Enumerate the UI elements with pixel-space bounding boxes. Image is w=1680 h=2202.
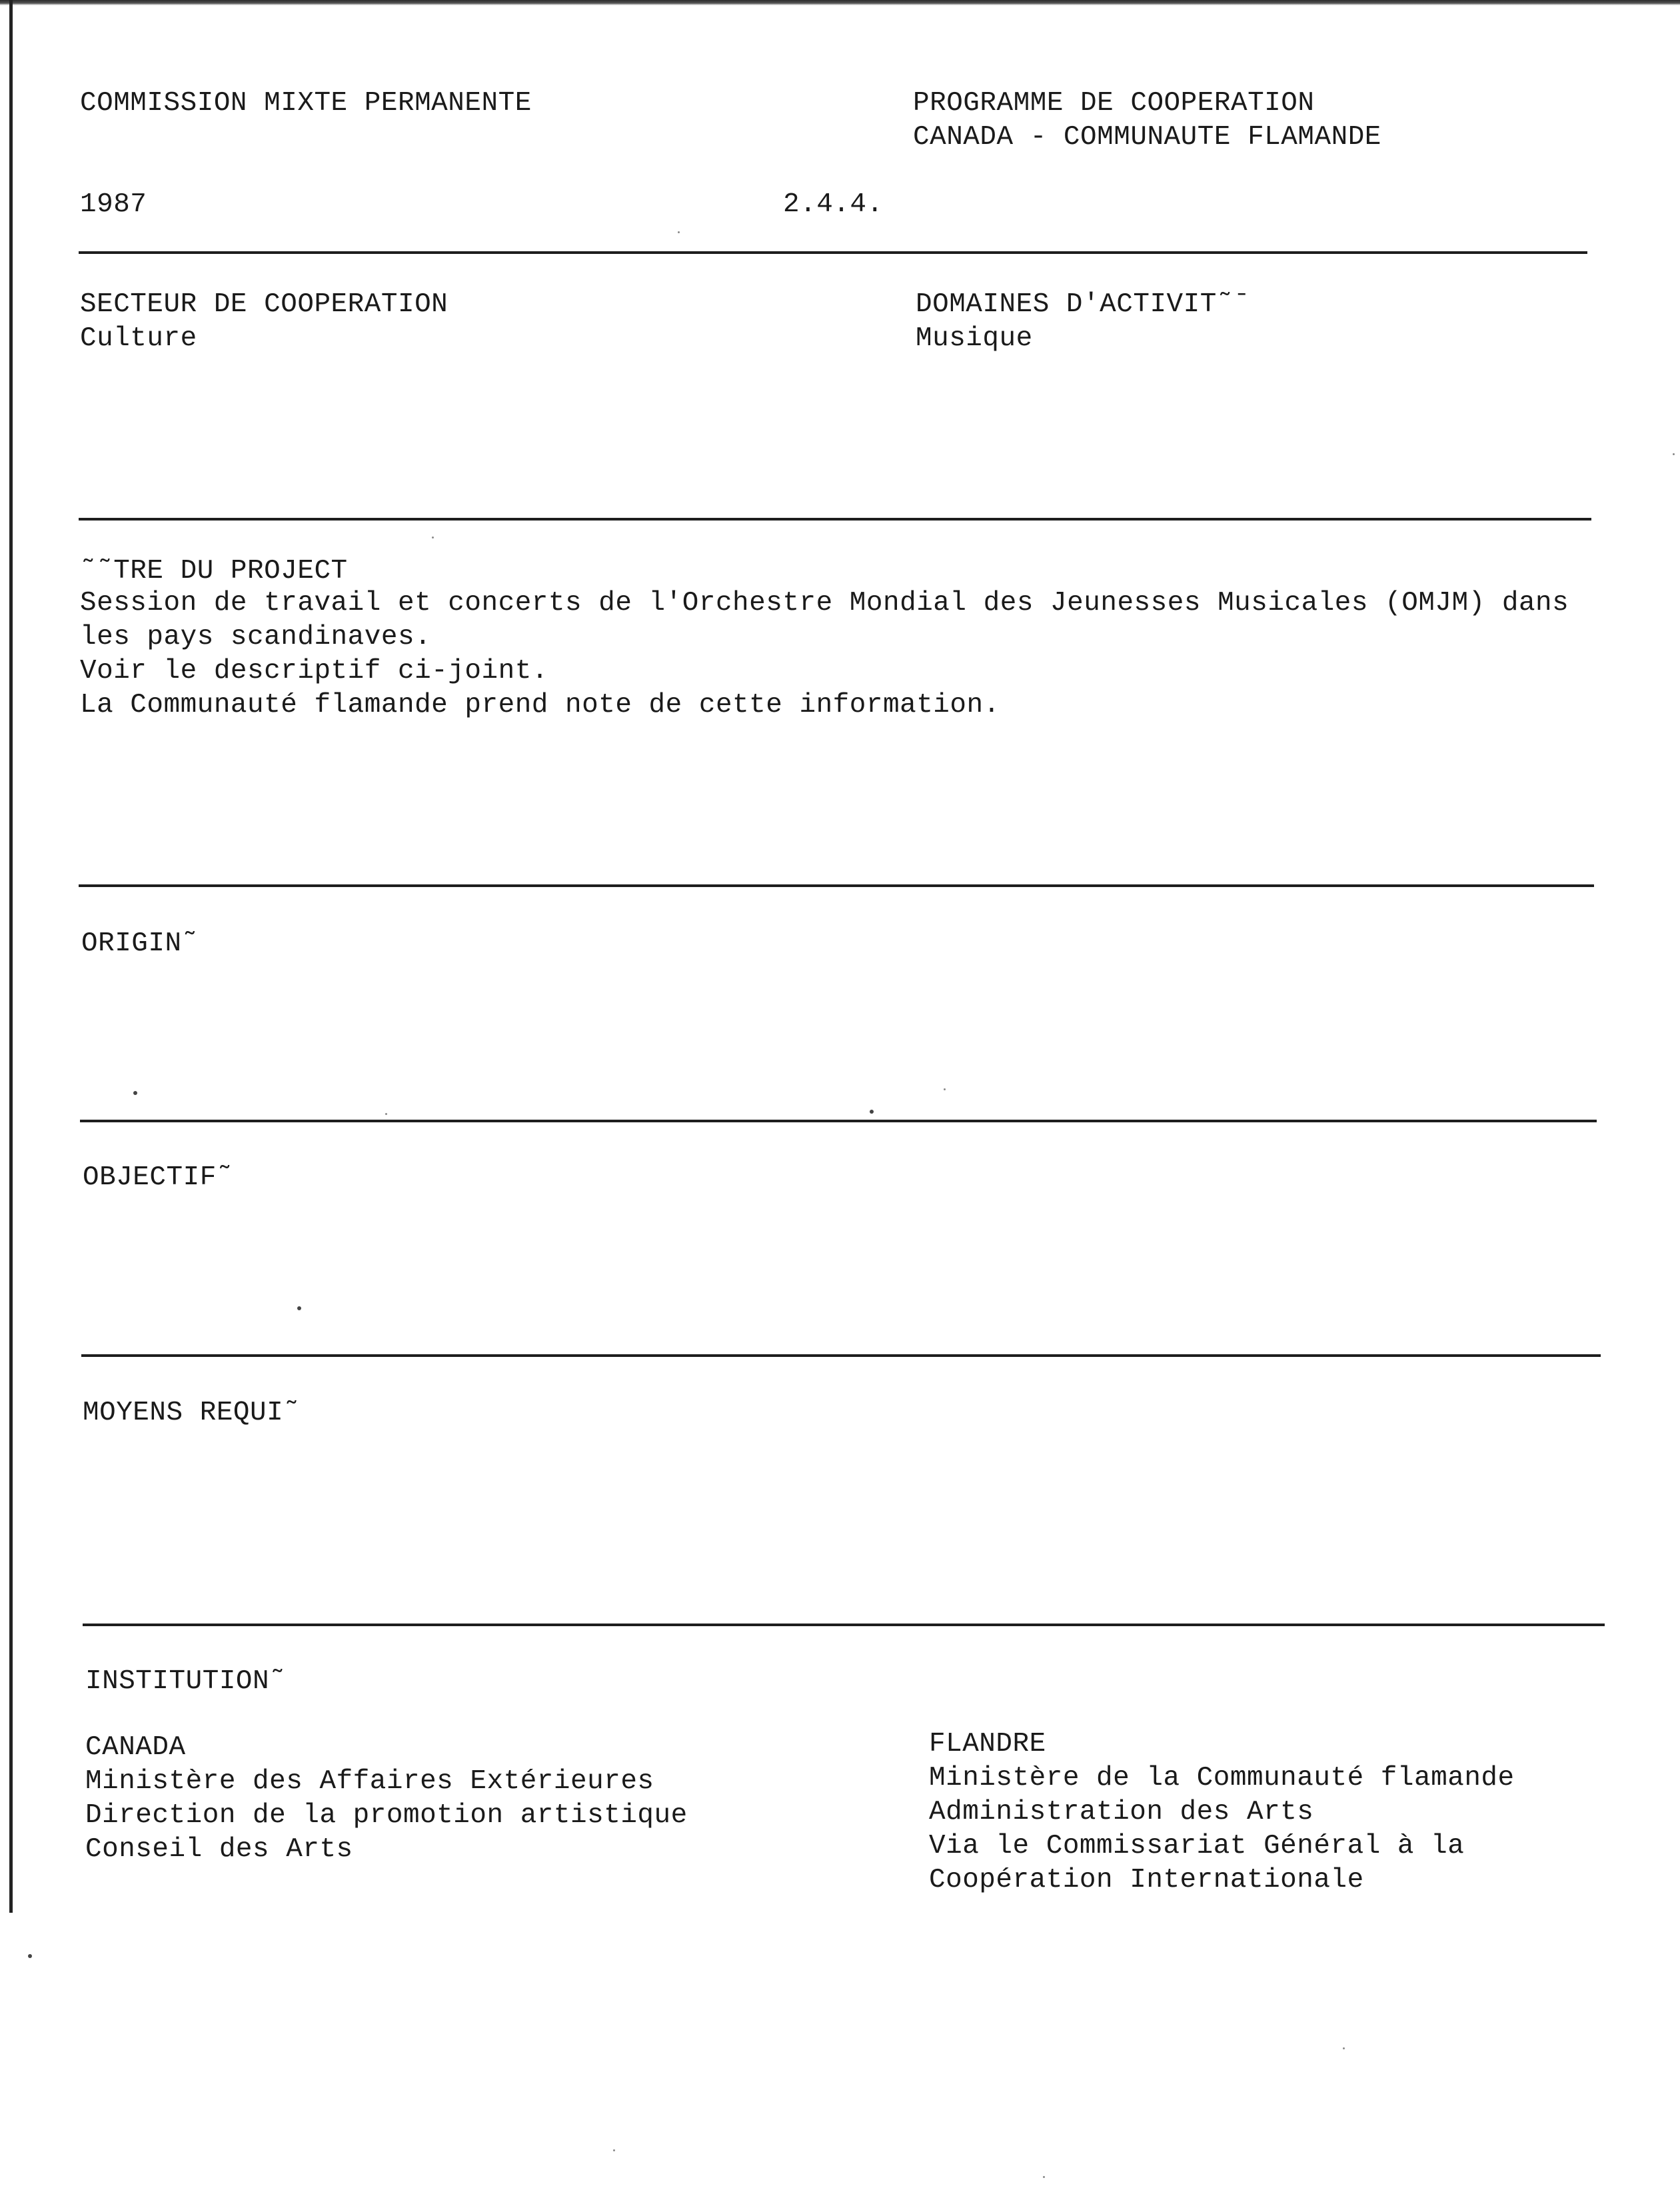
scan-speck bbox=[385, 1113, 387, 1115]
flandre-institution-line: Administration des Arts bbox=[929, 1797, 1314, 1827]
scan-speck bbox=[133, 1091, 137, 1095]
flandre-institution-line: Ministère de la Communauté flamande bbox=[929, 1763, 1515, 1793]
project-description-line: Session de travail et concerts de l'Orchestre Mondial des Jeunesses Musicales (OMJM) dans bbox=[80, 588, 1569, 618]
divider-rule bbox=[79, 884, 1594, 887]
objectives-label: OBJECTIF˜ bbox=[83, 1162, 233, 1193]
project-description-line: La Communauté flamande prend note de cette information. bbox=[80, 690, 1000, 720]
programme-subtitle: CANADA - COMMUNAUTE FLAMANDE bbox=[913, 122, 1381, 153]
divider-rule bbox=[79, 518, 1591, 521]
sector-label: SECTEUR DE COOPERATION bbox=[80, 289, 448, 320]
project-description-line: les pays scandinaves. bbox=[80, 622, 432, 652]
divider-rule bbox=[81, 1354, 1601, 1357]
programme-title: PROGRAMME DE COOPERATION bbox=[913, 88, 1315, 119]
origin-label: ORIGIN˜ bbox=[81, 928, 199, 959]
flandre-institution-line: Coopération Internationale bbox=[929, 1865, 1364, 1895]
canada-institution-line: Ministère des Affaires Extérieures bbox=[85, 1766, 654, 1797]
canada-institution-line: Conseil des Arts bbox=[85, 1834, 353, 1865]
scan-speck bbox=[678, 231, 680, 233]
scan-speck bbox=[1343, 2047, 1345, 2049]
scan-speck bbox=[870, 1110, 874, 1114]
scan-speck bbox=[1673, 453, 1675, 455]
institutions-label: INSTITUTION˜ bbox=[85, 1666, 287, 1697]
scan-speck bbox=[28, 1954, 32, 1958]
scan-speck bbox=[944, 1088, 946, 1090]
divider-rule bbox=[83, 1624, 1605, 1626]
flandre-heading: FLANDRE bbox=[929, 1729, 1046, 1759]
project-label: ˜˜TRE DU PROJECT bbox=[80, 556, 348, 586]
divider-rule bbox=[79, 251, 1587, 254]
commission-title: COMMISSION MIXTE PERMANENTE bbox=[80, 88, 532, 119]
scan-speck bbox=[613, 2149, 615, 2151]
scan-edge-left bbox=[9, 0, 13, 1913]
domains-value: Musique bbox=[916, 323, 1033, 354]
scan-edge-top bbox=[0, 0, 1680, 5]
project-description-line: Voir le descriptif ci-joint. bbox=[80, 656, 548, 686]
scan-speck bbox=[432, 537, 434, 539]
canada-heading: CANADA bbox=[85, 1732, 186, 1763]
flandre-institution-line: Via le Commissariat Général à la bbox=[929, 1831, 1465, 1861]
divider-rule bbox=[80, 1120, 1597, 1122]
scan-speck bbox=[1043, 2176, 1045, 2178]
document-reference: 2.4.4. bbox=[783, 189, 884, 220]
document-year: 1987 bbox=[80, 189, 147, 220]
domains-label: DOMAINES D'ACTIVIT˜ˉ bbox=[916, 289, 1251, 320]
sector-value: Culture bbox=[80, 323, 197, 354]
scan-speck bbox=[297, 1306, 301, 1310]
canada-institution-line: Direction de la promotion artistique bbox=[85, 1800, 688, 1831]
means-label: MOYENS REQUI˜ bbox=[83, 1398, 301, 1428]
